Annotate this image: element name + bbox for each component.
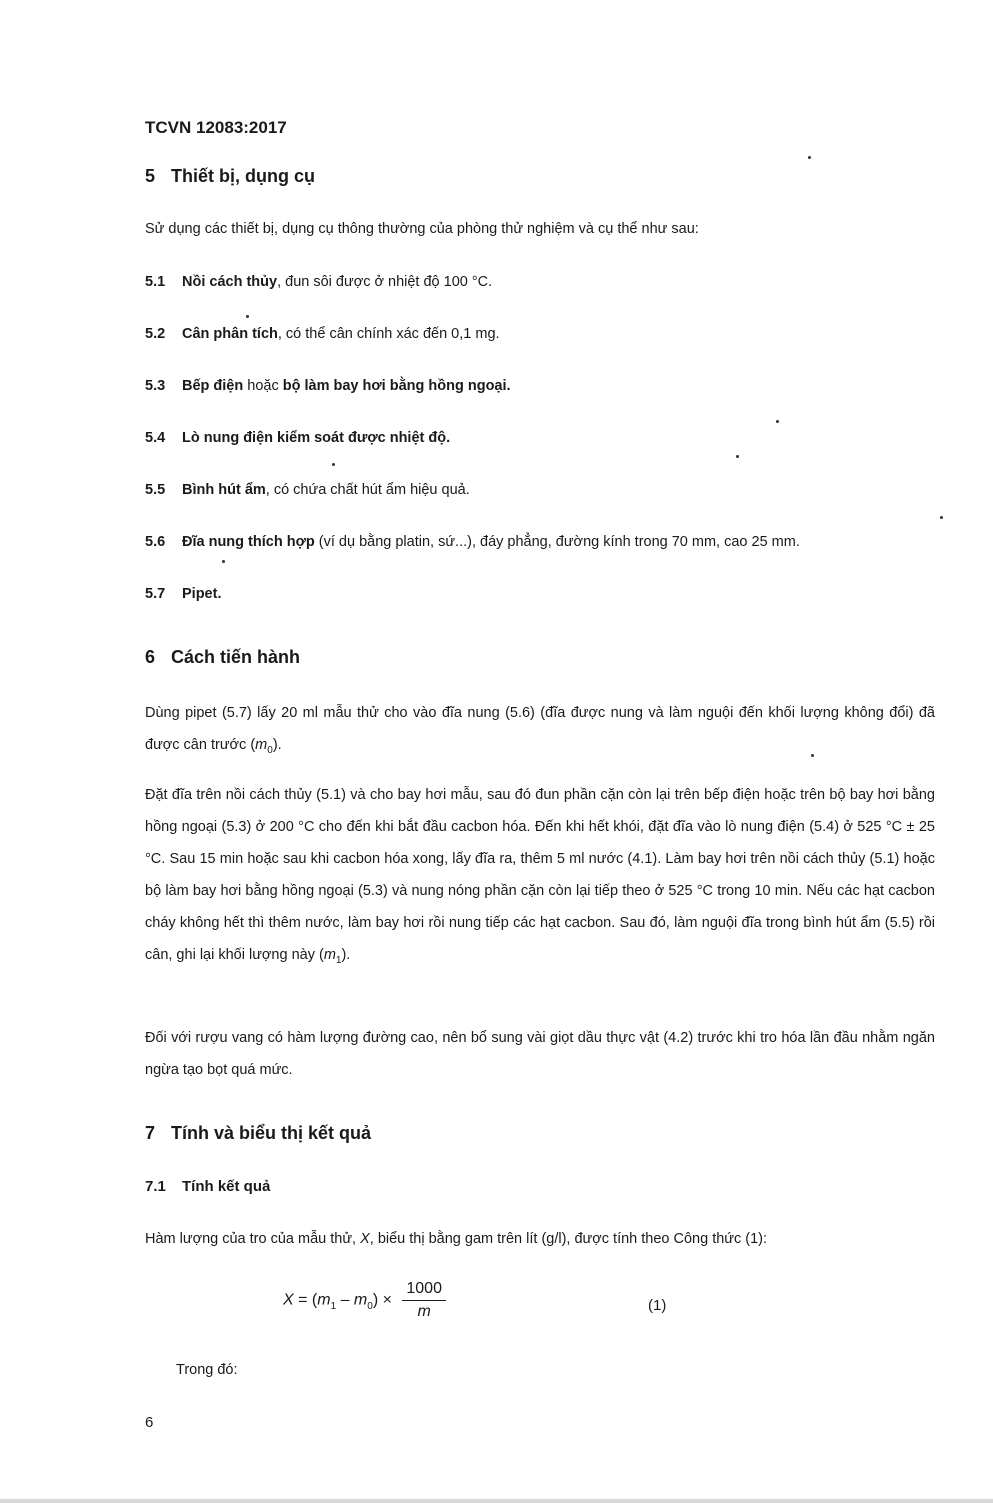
item-number: 5.5 (145, 482, 166, 498)
formula-fraction (402, 1280, 446, 1321)
item-5-1 (145, 274, 492, 290)
item-text: , có chứa chất hút ẩm hiệu quả. (265, 482, 470, 498)
scan-speck (811, 754, 814, 757)
formula-times: ) × (372, 1291, 397, 1309)
section-title: Thiết bị, dụng cụ (171, 166, 315, 186)
scan-speck (246, 315, 249, 318)
equation-number: (1) (648, 1297, 667, 1314)
paragraph-text: Hàm lượng của tro của mẫu thử, (145, 1231, 361, 1247)
formula-minus: – (336, 1291, 354, 1309)
section-number: 5 (145, 166, 156, 186)
formula-equals: = ( (293, 1291, 318, 1309)
formula-m0-sub: 0 (367, 1300, 373, 1312)
section-7-paragraph (145, 1231, 767, 1247)
formula-lhs: X (283, 1291, 294, 1309)
formula-m1-sub: 1 (330, 1300, 337, 1312)
item-number: 5.3 (145, 378, 166, 394)
section-5-heading (145, 166, 315, 187)
section-6-paragraph-2 (145, 779, 935, 977)
item-5-2 (145, 326, 500, 342)
section-title: Cách tiến hành (171, 647, 301, 667)
item-term: Lò nung điện kiểm soát được nhiệt độ. (182, 430, 451, 446)
section-6-paragraph-3: Đối với rượu vang có hàm lượng đường cao, nên bổ sung vài giọt dầu thực vật (4.2) trước khi tro hóa lần đầu nhằm ngăn ngừa tạo bọt quá mức. (145, 1030, 935, 1078)
item-term: Bình hút ẩm (182, 482, 266, 498)
section-5-intro: Sử dụng các thiết bị, dụng cụ thông thường của phòng thử nghiệm và cụ thể như sau: (145, 221, 699, 237)
section-title: Tính và biểu thị kết quả (171, 1123, 372, 1143)
paragraph-text: Dùng pipet (5.7) lấy 20 ml mẫu thử cho vào đĩa nung (5.6) (đĩa được nung và làm nguội đến khối lượng không đổi) đã được cân trước ( (145, 705, 935, 753)
item-number: 5.1 (145, 274, 166, 290)
item-term: Bếp điện (182, 378, 244, 394)
item-5-7 (145, 586, 221, 602)
item-number: 5.2 (145, 326, 166, 342)
section-number: 6 (145, 647, 156, 667)
section-number: 7 (145, 1123, 156, 1143)
section-6-heading (145, 647, 300, 668)
scan-bottom-edge (0, 1499, 993, 1503)
standard-code-header: TCVN 12083:2017 (145, 118, 287, 137)
item-number: 5.7 (145, 586, 166, 602)
paragraph-text-end: ). (341, 947, 351, 963)
item-term: Đĩa nung thích hợp (182, 534, 315, 550)
paragraph-text: Đặt đĩa trên nồi cách thủy (5.1) và cho bay hơi mẫu, sau đó đun phần cặn còn lại trên bếp điện hoặc trên bộ bay hơi bằng hồng ngoại (5.3) ở 200 °C cho đến khi bắt đầu cacbon hóa. Đến khi hết khói, đặt đĩa vào lò nung điện (5.4) ở 525 °C ± 25 °C. Sau 15 min hoặc sau khi cacbon hóa xong, lấy đĩa ra, thêm 5 ml nước (4.1). Làm bay hơi trên nồi cách thủy (5.1) hoặc bộ làm bay hơi bằng hồng ngoại (5.3) và nung nóng phần cặn còn lại tiếp theo ở 525 °C trong 10 min. Nếu các hạt cacbon cháy không hết thì thêm nước, làm bay hơi rồi nung tiếp các hạt cacbon. Sau đó, làm nguội đĩa trong bình hút ẩm (5.5) rồi cân, ghi lại khối lượng này ( (145, 787, 935, 963)
item-term: Pipet. (182, 586, 222, 602)
variable-subscript: 0 (267, 744, 273, 756)
subsection-title: Tính kết quả (182, 1178, 271, 1195)
section-7-heading (145, 1123, 371, 1144)
fraction-numerator: 1000 (402, 1280, 446, 1301)
item-text: (ví dụ bằng platin, sứ...), đáy phẳng, đường kính trong 70 mm, cao 25 mm. (314, 534, 800, 550)
scan-speck (736, 455, 739, 458)
item-term-2: bộ làm bay hơi bằng hồng ngoại. (282, 378, 511, 394)
item-term: Nồi cách thủy (182, 274, 278, 290)
page-number: 6 (145, 1414, 154, 1431)
scan-speck (222, 560, 225, 563)
scan-speck (940, 516, 943, 519)
item-5-6 (145, 534, 800, 550)
section-6-paragraph-1 (145, 697, 935, 767)
formula-1 (283, 1280, 446, 1321)
item-number: 5.4 (145, 430, 166, 446)
scan-speck (808, 156, 811, 159)
subsection-7-1-heading (145, 1178, 270, 1195)
formula-m1: m (317, 1291, 331, 1309)
item-number: 5.6 (145, 534, 166, 550)
item-5-4 (145, 430, 450, 446)
variable: m (255, 737, 268, 753)
item-text: , có thể cân chính xác đến 0,1 mg. (277, 326, 500, 342)
formula-m0: m (353, 1291, 368, 1309)
fraction-denominator: m (417, 1303, 431, 1320)
item-5-3 (145, 378, 511, 394)
item-text: hoặc (243, 378, 283, 394)
scan-speck (776, 420, 779, 423)
item-term: Cân phân tích (182, 326, 278, 342)
where-label: Trong đó: (176, 1362, 238, 1378)
scan-speck (332, 463, 335, 466)
variable: m (323, 947, 336, 963)
item-5-5 (145, 482, 470, 498)
paragraph-text-end: ). (272, 737, 282, 753)
item-text: , đun sôi được ở nhiệt độ 100 °C. (277, 274, 493, 290)
paragraph-text-end: , biểu thị bằng gam trên lít (g/l), được tính theo Công thức (1): (369, 1231, 768, 1247)
variable: X (360, 1231, 370, 1247)
variable-subscript: 1 (335, 954, 342, 966)
subsection-number: 7.1 (145, 1178, 166, 1195)
